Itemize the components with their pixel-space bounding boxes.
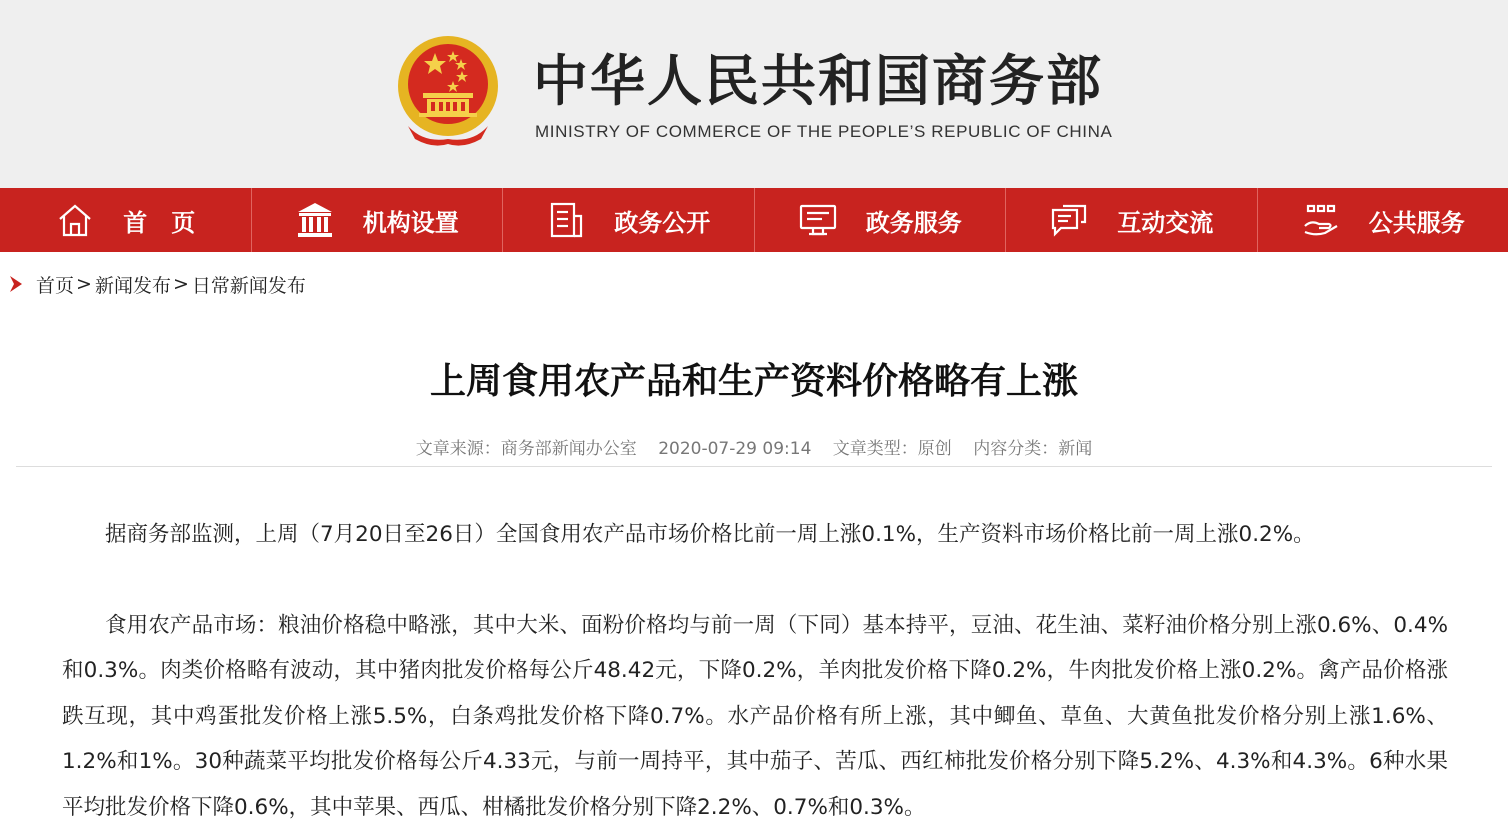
site-header [0, 0, 1508, 188]
nav-item-label: 机构设置 [362, 208, 459, 237]
nav-item-label: 政务公开 [614, 208, 711, 237]
nav-item-label: 政务服务 [865, 208, 962, 237]
breadcrumb-separator: > [172, 273, 189, 295]
hand-service-icon [1301, 200, 1341, 240]
nav-item-label: 公共服务 [1368, 208, 1465, 237]
article-category: 内容分类：新闻 [973, 439, 1093, 459]
breadcrumb-news[interactable]: 新闻发布 [94, 274, 171, 297]
document-icon [546, 200, 586, 240]
article-source: 文章来源：商务部新闻办公室 [415, 439, 637, 459]
article-paragraph: 据商务部监测，上周（7月20日至26日）全国食用农产品市场价格比前一周上涨0.1%，生产资料市场价格比前一周上涨0.2%。 [105, 522, 1315, 547]
site-title-en: MINISTRY OF COMMERCE OF THE PEOPLE’S REPUBLIC OF CHINA [535, 122, 1113, 141]
breadcrumb-home[interactable]: 首页 [36, 274, 75, 297]
breadcrumb [8, 270, 306, 298]
monitor-icon [798, 200, 838, 240]
article-paragraph: 食用农产品市场：粮油价格稳中略涨，其中大米、面粉价格均与前一周（下同）基本持平，豆油、花生油、菜籽油价格分别上涨0.6%、0.4%和0.3%。肉类价格略有波动，其中猪肉批发价格每公斤48.42元，下降0.2%，羊肉批发价格下降0.2%，牛肉批发价格上涨0.2%。禽产品价格涨跌互现，其中鸡蛋批发价格上涨5.5%，白条鸡批发价格下降0.7%。水产品价格有所上涨，其中鲫鱼、草鱼、大黄鱼批发价格分别上涨1.6%、1.2%和1%。30种蔬菜平均批发价格每公斤4.33元，与前一周持平，其中茄子、苦瓜、西红柿批发价格分别下降5.2%、4.3%和4.3%。6种水果平均批发价格下降0.6%，其中苹果、西瓜、柑橘批发价格分别下降2.2%、0.7%和0.3%。 [62, 612, 1448, 820]
nav-item-label: 互动交流 [1117, 208, 1214, 237]
nav-item-interaction[interactable] [1006, 188, 1258, 252]
nav-item-gov-affairs[interactable] [503, 188, 755, 252]
divider [16, 466, 1492, 467]
article-meta [0, 434, 1508, 459]
nav-item-gov-services[interactable] [755, 188, 1007, 252]
main-nav [0, 188, 1508, 252]
chevron-right-icon [8, 275, 24, 293]
nav-item-home[interactable] [0, 188, 252, 252]
site-title-cn: 中华人民共和国商务部 [533, 49, 1104, 113]
article-body [62, 512, 1448, 830]
nav-item-label: 首 页 [123, 208, 196, 237]
chat-icon [1049, 200, 1089, 240]
national-emblem-logo[interactable] [393, 31, 503, 146]
article-type: 文章类型：原创 [832, 439, 952, 459]
article-datetime: 2020-07-29 09:14 [658, 439, 812, 459]
nav-item-public-services[interactable] [1258, 188, 1508, 252]
breadcrumb-separator: > [76, 273, 92, 295]
article-title: 上周食用农产品和生产资料价格略有上涨 [429, 361, 1078, 402]
home-icon [55, 200, 95, 240]
building-icon [295, 200, 335, 240]
nav-item-organization[interactable] [252, 188, 504, 252]
breadcrumb-daily-news[interactable]: 日常新闻发布 [191, 274, 306, 297]
